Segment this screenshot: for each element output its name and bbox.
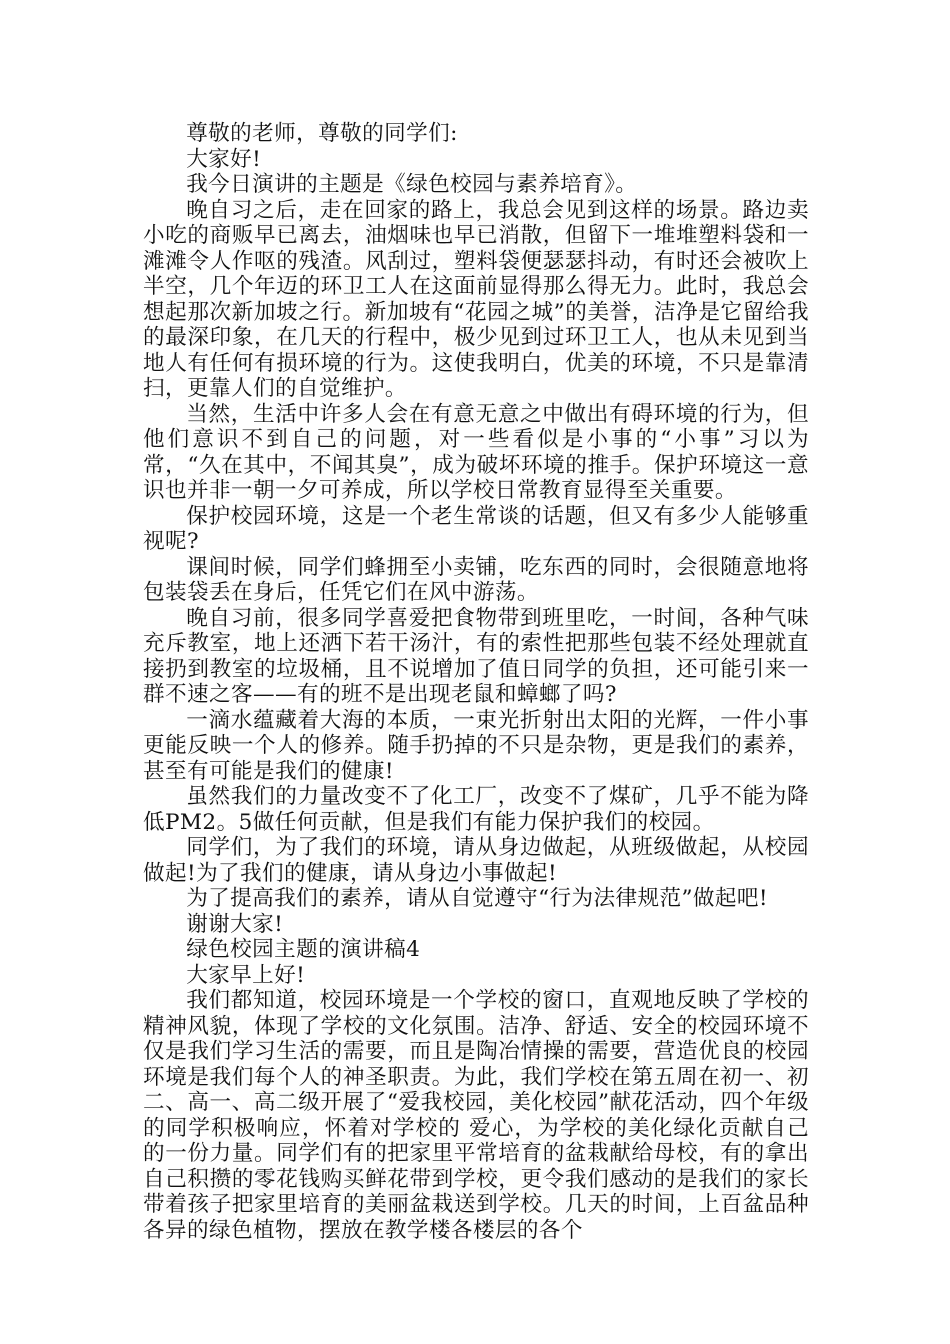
topic-paragraph: 我今日演讲的主题是《绿色校园与素养培育》。 — [186, 172, 638, 197]
greeting: 大家好! — [186, 146, 262, 172]
body-paragraph: 虽然我们的力量改变不了化工厂，改变不了煤矿，几乎不能为降低PM2。5做任何贡献，但是我们有能力保护我们的校园。 — [143, 784, 809, 835]
body-paragraph: 课间时候，同学们蜂拥至小卖铺，吃东西的同时，会很随意地将包装袋丢在身后，任凭它们在风中游荡。 — [143, 554, 809, 605]
greeting: 大家早上好! — [186, 962, 306, 988]
body-paragraph: 我们都知道，校园环境是一个学校的窗口，直观地反映了学校的精神风貌，体现了学校的文化氛围。洁净、舒适、安全的校园环境不仅是我们学习生活的需要，而且是陶冶情操的需要，营造优良的校园环境是我们每个人的神圣职责。为此，我们学校在第五周在初一、初二、高一、高二级开展了“爱我校园，美化校园”献花活动，四个年级的同学积极响应，怀着对学校的 爱心，为学校的美化绿化贡献自己的一份力量。同学们有的把家里平常培育的盆栽献给母校，有的拿出自己积攒的零花钱购买鲜花带到学校，更令我们感动的是我们的家长带着孩子把家里培育的美丽盆栽送到学校。几天的时间，上百盆品种各异的绿色植物，摆放在教学楼各楼层的各个 — [143, 988, 809, 1243]
body-paragraph: 一滴水蕴藏着大海的本质，一束光折射出太阳的光辉，一件小事更能反映一个人的修养。随手扔掉的不只是杂物，更是我们的素养，甚至有可能是我们的健康! — [143, 707, 809, 784]
body-paragraph: 为了提高我们的素养，请从自觉遵守“行为法律规范”做起吧! — [186, 886, 768, 911]
body-paragraph: 晚自习之后，走在回家的路上，我总会见到这样的场景。路边卖小吃的商贩早已离去，油烟味也早已消散，但留下一堆堆塑料袋和一滩滩令人作呕的残渣。风刮过，塑料袋便瑟瑟抖动，有时还会被吹上半空，几个年迈的环卫工人在这面前显得那么得无力。此时，我总会想起那次新加坡之行。新加坡有“花园之城”的美誉，洁净是它留给我的最深印象，在几天的行程中，极少见到过环卫工人，也从未见到当地人有任何有损环境的行为。这使我明白，优美的环境，不只是靠清扫，更靠人们的自觉维护。 — [143, 197, 809, 401]
document-body — [143, 121, 809, 1243]
body-paragraph: 保护校园环境，这是一个老生常谈的话题，但又有多少人能够重视呢? — [143, 503, 809, 554]
body-paragraph: 晚自习前，很多同学喜爱把食物带到班里吃，一时间，各种气味充斥教室，地上还洒下若干汤汁，有的索性把那些包装不经处理就直接扔到教室的垃圾桶，且不说增加了值日同学的负担，还可能引来一群不速之客——有的班不是出现老鼠和蟑螂了吗? — [143, 605, 809, 707]
section-title: 绿色校园主题的演讲稿4 — [186, 937, 421, 962]
body-paragraph: 当然，生活中许多人会在有意无意之中做出有碍环境的行为，但他们意识不到自己的问题，对一些看似是小事的“小事”习以为常，“久在其中，不闻其臭”，成为破坏环境的推手。保护环境这一意识也并非一朝一夕可养成，所以学校日常教育显得至关重要。 — [143, 401, 809, 503]
salutation: 尊敬的老师，尊敬的同学们: — [186, 121, 458, 146]
body-paragraph: 同学们，为了我们的环境，请从身边做起，从班级做起，从校园做起!为了我们的健康，请从身边小事做起! — [143, 835, 809, 886]
closing-thanks: 谢谢大家! — [186, 911, 284, 937]
